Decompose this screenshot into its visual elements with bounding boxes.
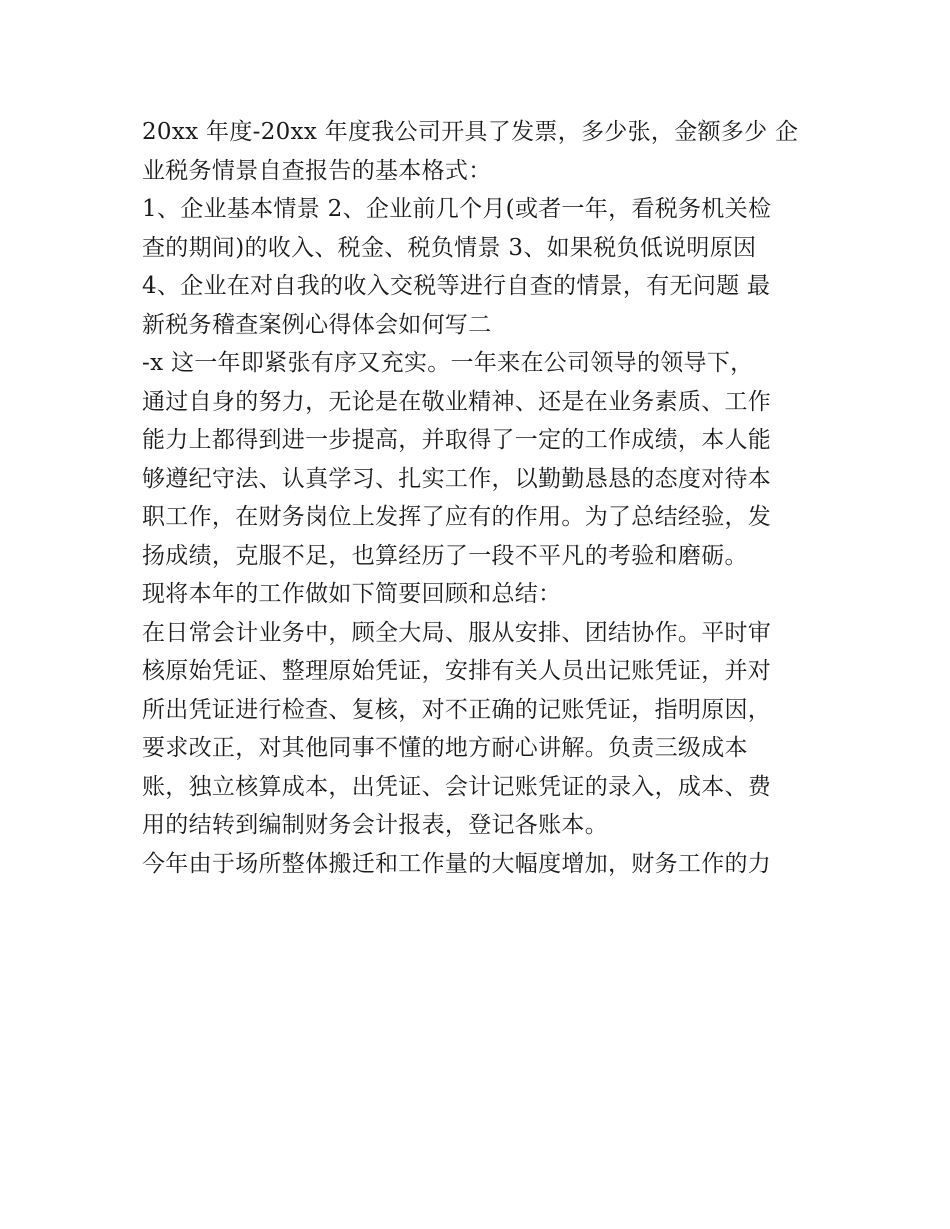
text-line: 今年由于场所整体搬迁和工作量的大幅度增加，财务工作的力: [142, 850, 772, 877]
text-line: 查的期间)的收入、税金、税负情景 3、如果税负低说明原因: [142, 234, 757, 261]
text-line: 新税务稽查案例心得体会如何写二: [142, 311, 492, 338]
text-line: 业税务情景自查报告的基本格式：: [142, 157, 492, 184]
document-body: [142, 113, 822, 883]
text-line: 够遵纪守法、认真学习、扎实工作，以勤勤恳恳的态度对待本: [142, 465, 772, 492]
text-line: 用的结转到编制财务会计报表，登记各账本。: [142, 812, 608, 838]
text-line: 所出凭证进行检查、复核，对不正确的记账凭证，指明原因，: [142, 696, 772, 723]
text-line: 核原始凭证、整理原始凭证，安排有关人员出记账凭证，并对: [142, 658, 772, 684]
text-line: -x 这一年即紧张有序又充实。一年来在公司领导的领导下，: [142, 350, 754, 376]
text-line: 在日常会计业务中，顾全大局、服从安排、团结协作。平时审: [142, 619, 772, 646]
text-line: 20xx 年度-20xx 年度我公司开具了发票，多少张，金额多少 企: [142, 119, 799, 145]
text-line: 1、企业基本情景 2、企业前几个月(或者一年，看税务机关检: [142, 196, 772, 222]
text-line: 4、企业在对自我的收入交税等进行自查的情景，有无问题 最: [142, 273, 771, 299]
text-line: 现将本年的工作做如下简要回顾和总结：: [142, 581, 562, 607]
text-line: 能力上都得到进一步提高，并取得了一定的工作成绩，本人能: [142, 427, 772, 453]
text-line: 职工作，在财务岗位上发挥了应有的作用。为了总结经验，发: [142, 504, 772, 530]
text-line: 要求改正，对其他同事不懂的地方耐心讲解。负责三级成本: [142, 735, 748, 761]
text-line: 通过自身的努力，无论是在敬业精神、还是在业务素质、工作: [142, 388, 772, 415]
text-line: 扬成绩，克服不足，也算经历了一段不平凡的考验和磨砺。: [142, 542, 748, 569]
text-line: 账，独立核算成本，出凭证、会计记账凭证的录入，成本、费: [142, 773, 772, 800]
